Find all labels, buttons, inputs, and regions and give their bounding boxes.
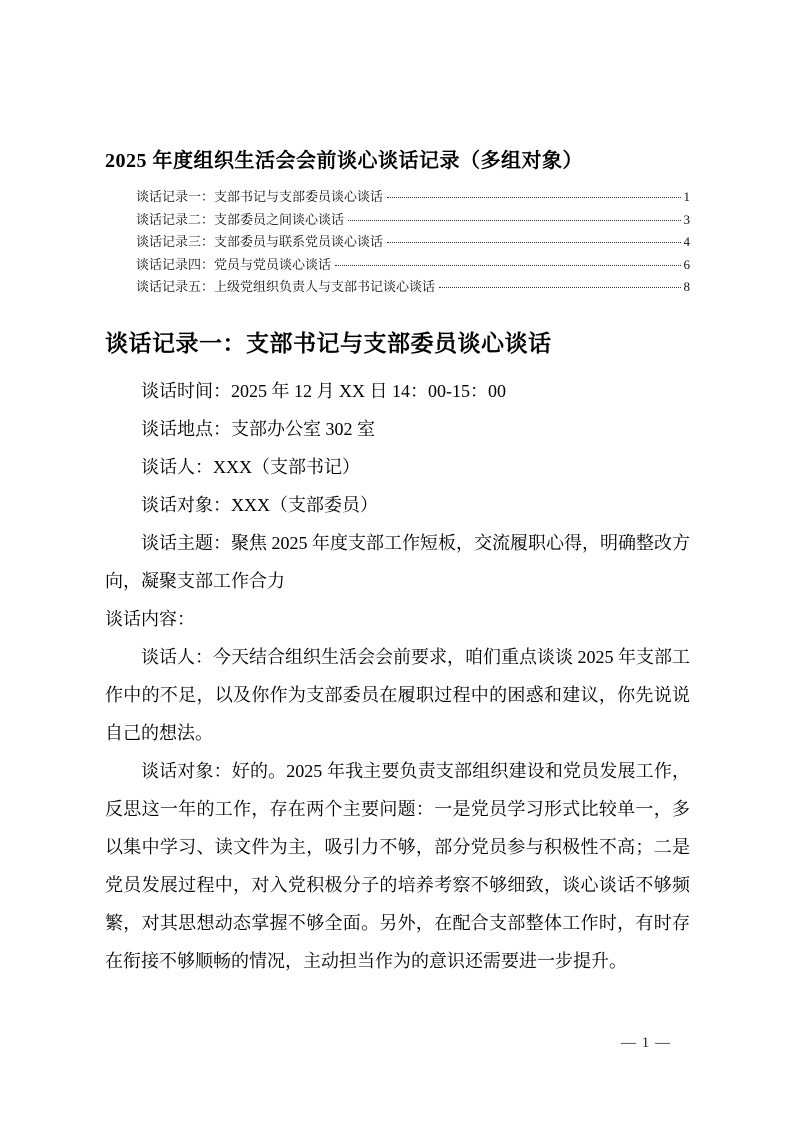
toc-entry[interactable] [136,209,690,232]
toc-entry[interactable] [136,276,690,299]
toc-entry-page: 6 [683,256,690,272]
toc-entry-page: 1 [683,189,690,204]
toc-entry-label: 谈话记录五：上级党组织负责人与支部书记谈心谈话 [136,279,436,294]
meta-line-location: 谈话地点：支部办公室 302 室 [141,418,375,439]
table-of-contents [136,186,690,299]
toc-entry-label: 谈话记录一：支部书记与支部委员谈心谈话 [136,189,384,204]
toc-entry-page: 3 [683,211,690,227]
dialogue-paragraph-interviewee: 谈话对象：好的。2025 年我主要负责支部组织建设和党员发展工作，反思这一年的工作，存在两个主要问题：一是党员学习形式比较单一，多以集中学习、读文件为主，吸引力不够，部分党员参与积极性不高；二是党员发展过程中，对入党积极分子的培养考察不够细致，谈心谈话不够频繁，对其思想动态掌握不够全面。另外，在配合支部整体工作时，有时存在衔接不够顺畅的情况，主动担当作为的意识还需要进一步提升。 [105,760,690,971]
document-title: 2025 年度组织生活会会前谈心谈话记录（多组对象） [105,150,583,172]
content-label: 谈话内容： [105,608,195,629]
toc-entry[interactable] [136,186,690,209]
toc-entry-label: 谈话记录四：党员与党员谈心谈话 [136,256,332,272]
toc-entry-label: 谈话记录二：支部委员之间谈心谈话 [136,211,345,227]
toc-entry-label: 谈话记录三：支部委员与联系党员谈心谈话 [136,234,384,249]
toc-entry-page: 8 [683,279,690,294]
page-number: — 1 — [621,1035,671,1051]
toc-dotted-leader [387,242,680,243]
dialogue-paragraph-interviewer: 谈话人：今天结合组织生活会会前要求，咱们重点谈谈 2025 年支部工作中的不足，以及你作为支部委员在履职过程中的困惑和建议，你先说说自己的想法。 [105,646,690,743]
toc-entry[interactable] [136,254,690,277]
toc-dotted-leader [335,265,680,266]
toc-dotted-leader [348,220,680,221]
meta-line-interviewee: 谈话对象：XXX（支部委员） [141,494,378,515]
section-heading: 谈话记录一：支部书记与支部委员谈心谈话 [105,330,552,356]
toc-dotted-leader [439,287,680,288]
toc-dotted-leader [387,197,680,198]
meta-line-interviewer: 谈话人：XXX（支部书记） [141,456,360,477]
meta-line-time: 谈话时间：2025 年 12 月 XX 日 14：00-15：00 [141,380,506,401]
toc-entry-page: 4 [683,234,690,249]
toc-entry[interactable] [136,231,690,254]
meta-line-topic: 谈话主题：聚焦 2025 年度支部工作短板，交流履职心得，明确整改方向，凝聚支部工作合力 [105,532,690,591]
